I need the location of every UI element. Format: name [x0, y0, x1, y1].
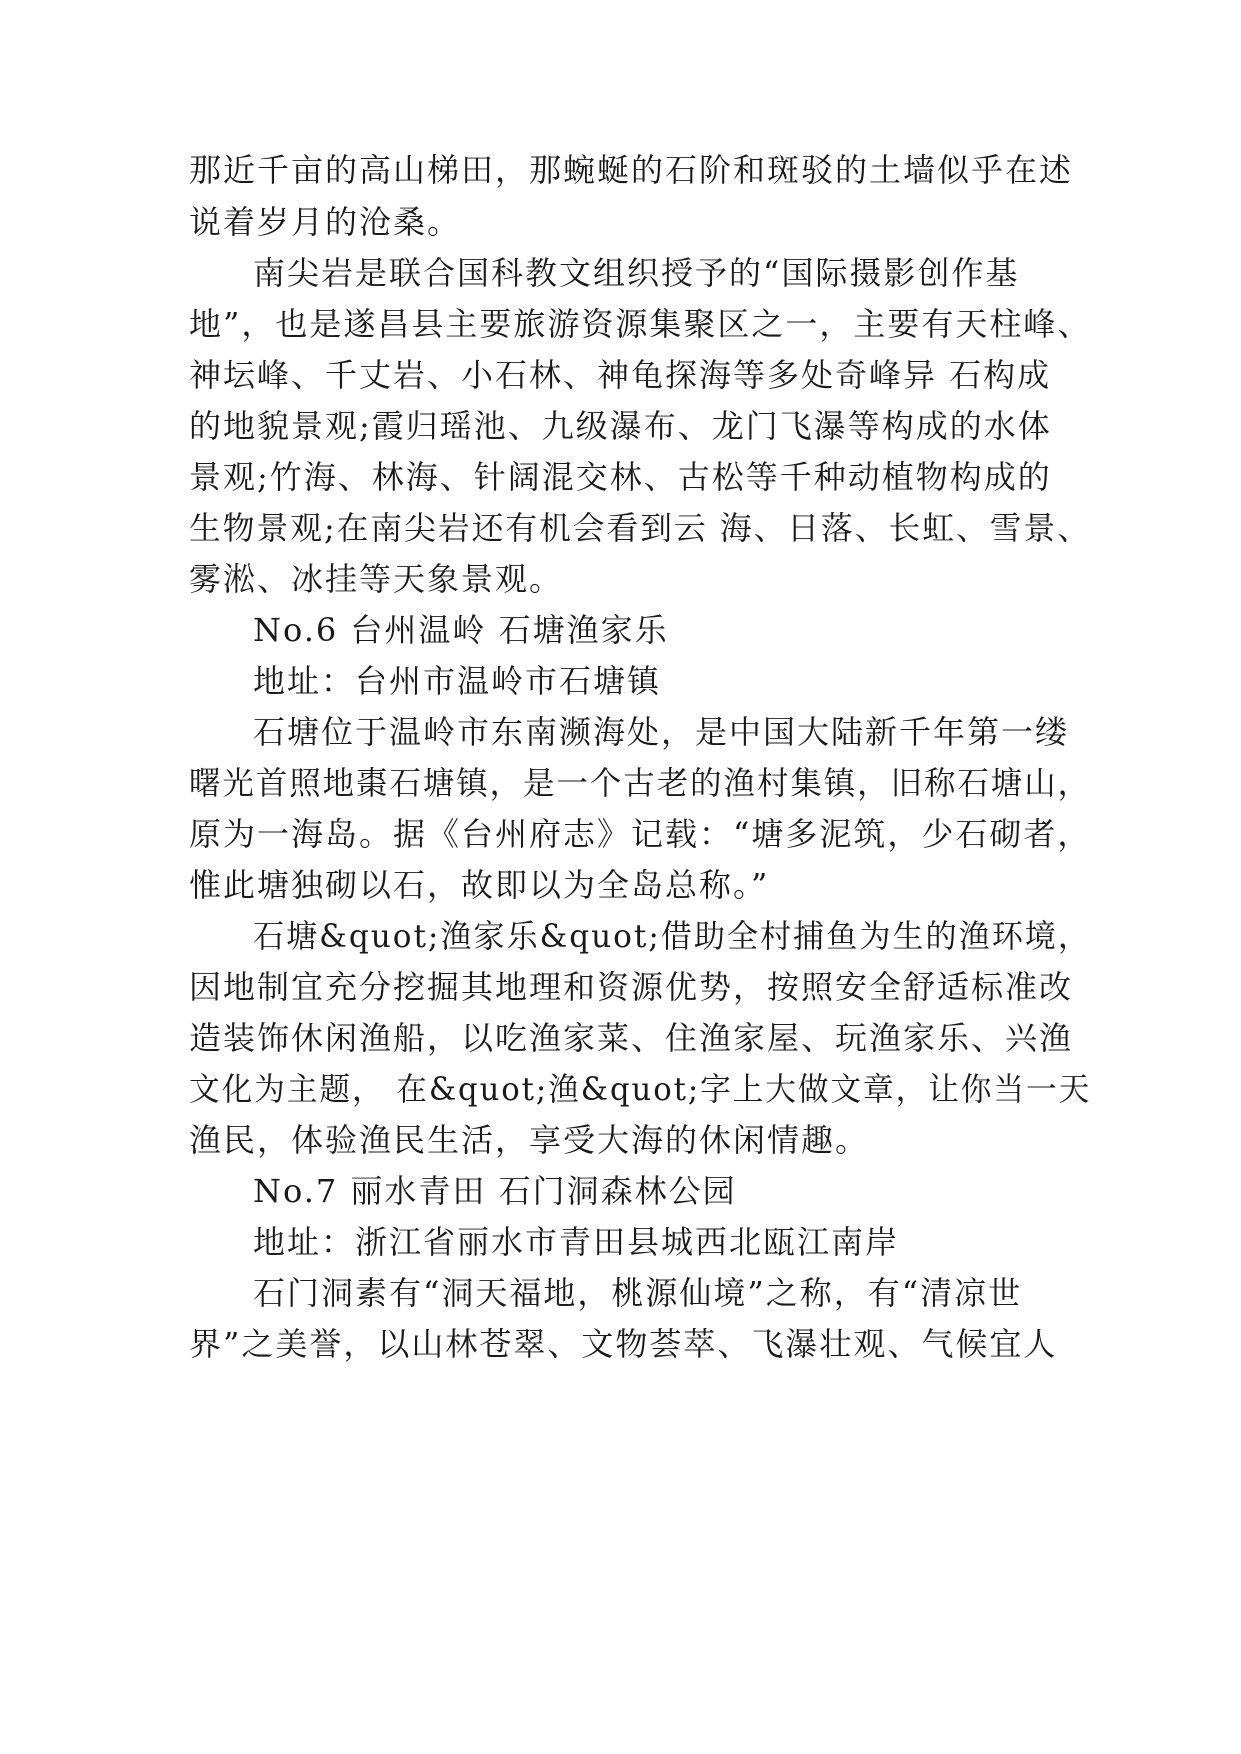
text-line-24: 界”之美誉，以山林苍翠、文物荟萃、飞瀑壮观、气候宜人 — [189, 1325, 1058, 1363]
text-line-1: 那近千亩的高山梯田，那蜿蜒的石阶和斑驳的土墙似乎在述 — [189, 151, 1074, 189]
text-line-8: 生物景观;在南尖岩还有机会看到云 海、日落、长虹、雪景、 — [189, 509, 1091, 547]
text-line-19: 文化为主题， 在&quot;渔&quot;字上大做文章，让你当一天 — [189, 1070, 1092, 1108]
text-line-5: 神坛峰、千丈岩、小石林、神龟探海等多处奇峰异 石构成 — [189, 356, 1052, 394]
text-line-13: 曙光首照地棗石塘镇，是一个古老的渔村集镇，旧称石塘山， — [189, 764, 1092, 802]
text-line-2: 说着岁月的沧桑。 — [189, 203, 462, 241]
text-line-6: 的地貌景观;霞归瑶池、九级瀑布、龙门飞瀑等构成的水体 — [189, 407, 1052, 445]
text-line-4: 地”，也是遂昌县主要旅游资源集聚区之一，主要有天柱峰、 — [189, 305, 1092, 343]
text-line-23: 石门洞素有“洞天福地，桃源仙境”之称，有“清凉世 — [253, 1274, 1023, 1312]
text-line-15: 惟此塘独砌以石，故即以为全岛总称。” — [189, 866, 770, 904]
section-heading-no6: No.6 台州温岭 石塘渔家乐 — [253, 611, 669, 649]
address-no7: 地址：浙江省丽水市青田县城西北瓯江南岸 — [253, 1223, 900, 1261]
text-line-16: 石塘&quot;渔家乐&quot;借助全村捕鱼为生的渔环境， — [253, 917, 1091, 955]
address-no6: 地址：台州市温岭市石塘镇 — [253, 662, 662, 700]
section-heading-no7: No.7 丽水青田 石门洞森林公园 — [253, 1172, 737, 1210]
text-line-20: 渔民，体验渔民生活，享受大海的休闲情趣。 — [189, 1121, 870, 1159]
text-line-18: 造装饰休闲渔船，以吃渔家菜、住渔家屋、玩渔家乐、兴渔 — [189, 1019, 1074, 1057]
text-line-9: 雾淞、冰挂等天象景观。 — [189, 560, 564, 598]
text-line-17: 因地制宜充分挖掘其地理和资源优势，按照安全舒适标准改 — [189, 968, 1074, 1006]
text-line-12: 石塘位于温岭市东南濒海处，是中国大陆新千年第一缕 — [253, 713, 1070, 751]
text-line-7: 景观;竹海、林海、针阔混交林、古松等千种动植物构成的 — [189, 458, 1052, 496]
text-line-3: 南尖岩是联合国科教文组织授予的“国际摄影创作基 — [253, 254, 1020, 292]
text-line-14: 原为一海岛。据《台州府志》记载：“塘多泥筑，少石砌者， — [189, 815, 1092, 853]
